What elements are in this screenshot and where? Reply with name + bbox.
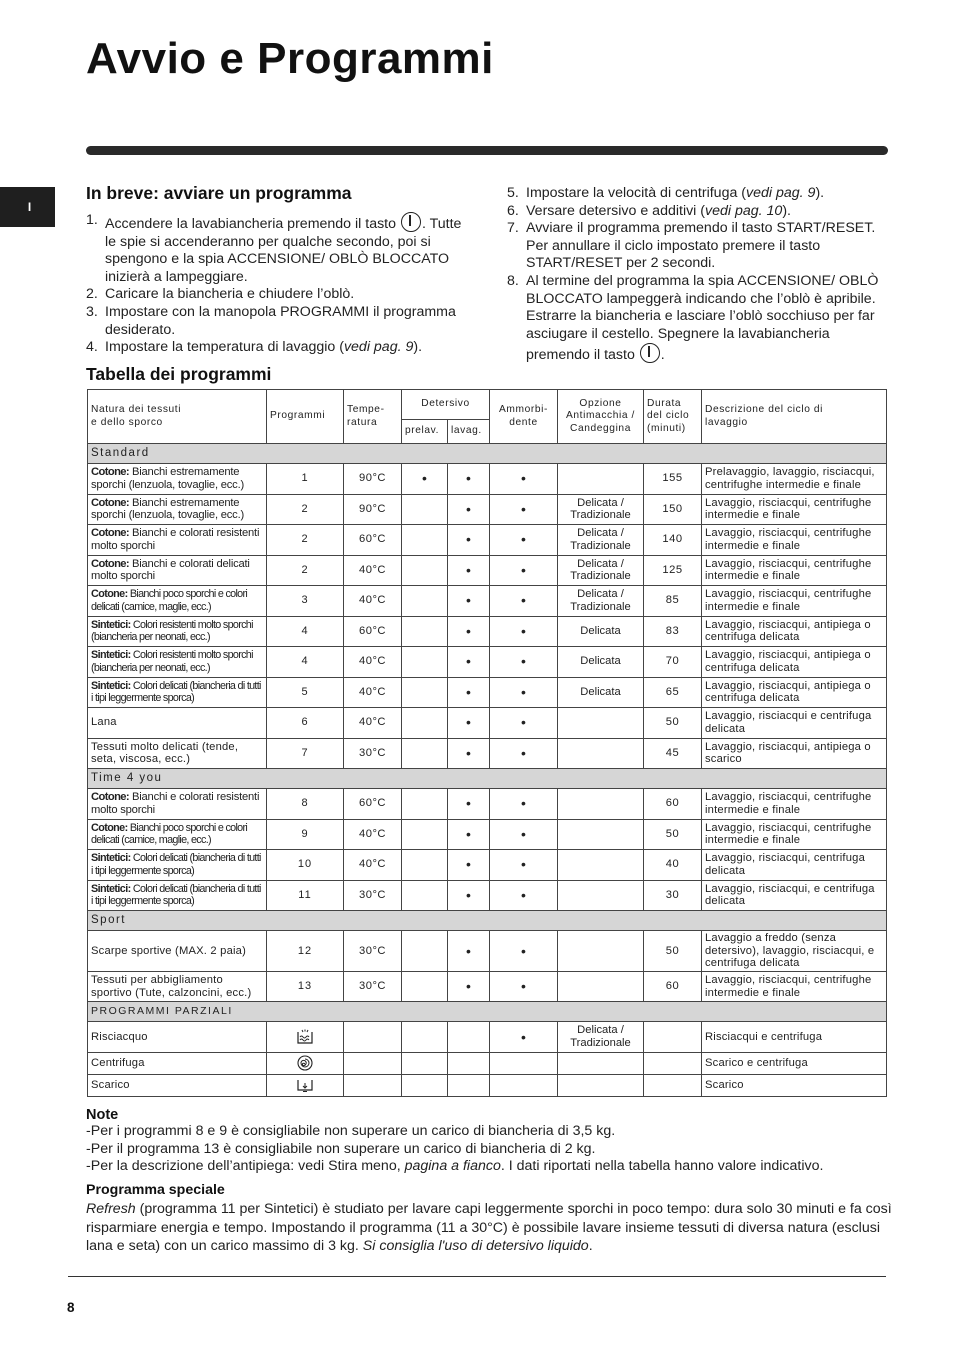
table-row: Sintetici: Colori delicati (biancheria di tutti i tipi leggermente sporca) 11 30°C • • 30 Lavaggio, risciacqui, e centrifuga delicata	[88, 880, 887, 911]
header-prelav: prelav.	[402, 420, 448, 444]
header-natura: Natura dei tessuti e dello sporco	[88, 390, 267, 444]
table-row: Cotone: Bianchi e colorati resistenti molto sporchi 8 60°C • • 60 Lavaggio, risciacqui, centrifughe intermedie e finale	[88, 789, 887, 820]
drain-icon	[296, 1077, 314, 1093]
note-line: -Per il programma 13 è consigliabile non superare un carico di biancheria di 2 kg.	[86, 1140, 596, 1157]
table-row: Sintetici: Colori resistenti molto sporchi (biancheria per neonati, ecc.) 4 60°C • • Delicata 83 Lavaggio, risciacqui, antipiega o centrifuga delicata	[88, 616, 887, 647]
step-item: 1. Accendere la lavabiancheria premendo il tasto . Tutte le spie si accenderanno per qualche secondo, poi si spengono e la spia ACCENSIONE/ OBLÒ BLOCCATO inizierà a lampeggiare.	[86, 212, 462, 285]
step-item: 5. Impostare la velocità di centrifuga (vedi pag. 9).	[507, 185, 825, 201]
table-row: Risciacquo • Delicata / Tradizionale Risciacqui e centrifuga	[88, 1022, 887, 1053]
table-row: Cotone: Bianchi estremamente sporchi (lenzuola, tovaglie, ecc.) 2 90°C • • Delicata / Tradizionale 150 Lavaggio, risciacqui, centrifughe intermedie e finale	[88, 494, 887, 525]
step-item: 6. Versare detersivo e additivi (vedi pag. 10).	[507, 202, 791, 219]
tabella-heading: Tabella dei programmi	[86, 364, 272, 384]
page-number: 8	[67, 1300, 75, 1315]
table-row: Cotone: Bianchi e colorati resistenti molto sporchi 2 60°C • • Delicata / Tradizionale 140 Lavaggio, risciacqui, centrifughe intermedie e finale	[88, 525, 887, 556]
spin-icon	[296, 1055, 314, 1071]
section-time4you: Time 4 you	[88, 769, 887, 789]
header-durata: Durata del ciclo (minuti)	[644, 390, 702, 444]
table-row: Tessuti per abbigliamento sportivo (Tute, calzoncini, ecc.) 13 30°C • • 60 Lavaggio, risciacqui, centrifughe intermedie e finale	[88, 971, 887, 1002]
step-item: 7. Avviare il programma premendo il tasto START/RESET. Per annullare il ciclo impostato premere il tasto START/RESET per 2 secondi.	[507, 220, 876, 272]
table-row: Sintetici: Colori delicati (biancheria di tutti i tipi leggermente sporca) 5 40°C • • Delicata 65 Lavaggio, risciacqui, antipiega o centrifuga delicata	[88, 677, 887, 708]
section-standard: Standard	[88, 444, 887, 464]
step-item: 4. Impostare la temperatura di lavaggio (vedi pag. 9).	[86, 339, 423, 356]
header-opzione: Opzione Antimacchia / Candeggina	[558, 390, 644, 444]
header-detersivo: Detersivo	[402, 390, 490, 420]
header-temperatura: Tempe- ratura	[344, 390, 402, 444]
steps-list-right	[507, 185, 887, 365]
header-lavag: lavag.	[448, 420, 490, 444]
table-row: Centrifuga Scarico e centrifuga	[88, 1052, 887, 1074]
table-row: Sintetici: Colori resistenti molto sporchi (biancheria per neonati, ecc.) 4 40°C • • Delicata 70 Lavaggio, risciacqui, antipiega o centrifuga delicata	[88, 647, 887, 678]
language-tab: I	[0, 187, 55, 227]
section-sport: Sport	[88, 911, 887, 931]
note-title: Note	[86, 1107, 119, 1123]
programs-table	[87, 389, 887, 1097]
section-parziali: PROGRAMMI PARZIALI	[88, 1002, 887, 1022]
rinse-icon	[296, 1029, 314, 1045]
steps-list-left	[86, 212, 466, 357]
page-title: Avvio e Programmi	[86, 34, 494, 83]
header-ammorbidente: Ammorbi- dente	[490, 390, 558, 444]
table-row: Scarico Scarico	[88, 1074, 887, 1096]
footer-rule	[68, 1276, 886, 1277]
table-row: Tessuti molto delicati (tende, seta, viscosa, ecc.) 7 30°C • • 45 Lavaggio, risciacqui, antipiega o scarico	[88, 738, 887, 769]
note-line: -Per i programmi 8 e 9 è consigliabile non superare un carico di biancheria di 3,5 kg.	[86, 1123, 616, 1139]
table-row: Scarpe sportive (MAX. 2 paia) 12 30°C • • 50 Lavaggio a freddo (senza detersivo), lavaggio, risciacqui, e centrifuga delicata	[88, 931, 887, 972]
breve-heading: In breve: avviare un programma	[86, 183, 352, 203]
table-row: Cotone: Bianchi e colorati delicati molto sporchi 2 40°C • • Delicata / Tradizionale 125 Lavaggio, risciacqui, centrifughe intermedie e finale	[88, 555, 887, 586]
table-row: Cotone: Bianchi poco sporchi e colori delicati (camice, maglie, ecc.) 3 40°C • • Delicata / Tradizionale 85 Lavaggio, risciacqui, centrifughe intermedie e finale	[88, 586, 887, 617]
table-row: Cotone: Bianchi poco sporchi e colori delicati (camice, maglie, ecc.) 9 40°C • • 50 Lavaggio, risciacqui, centrifughe intermedie e finale	[88, 819, 887, 850]
power-icon	[640, 343, 660, 363]
header-descrizione: Descrizione del ciclo di lavaggio	[702, 390, 887, 444]
table-row: Cotone: Bianchi estremamente sporchi (lenzuola, tovaglie, ecc.) 1 90°C • • • 155 Prelavaggio, lavaggio, risciacqui, centrifughe intermedie e finale	[88, 464, 887, 495]
step-item: 3. Impostare con la manopola PROGRAMMI il programma desiderato.	[86, 303, 456, 338]
special-program-title: Programma speciale	[86, 1182, 225, 1198]
power-icon	[401, 212, 421, 232]
title-rule	[86, 146, 888, 155]
table-row: Lana 6 40°C • • 50 Lavaggio, risciacqui e centrifuga delicata	[88, 708, 887, 739]
step-item: 2. Caricare la biancheria e chiudere l’oblò.	[86, 286, 355, 303]
notes-text	[86, 1123, 896, 1176]
table-row: Sintetici: Colori delicati (biancheria di tutti i tipi leggermente sporca) 10 40°C • • 40 Lavaggio, risciacqui, centrifuga delicata	[88, 850, 887, 881]
note-line: -Per la descrizione dell’antipiega: vedi Stira meno, pagina a fianco. I dati riportati nella tabella hanno valore indicativo.	[86, 1158, 824, 1175]
step-item: 8. Al termine del programma la spia ACCENSIONE/ OBLÒ BLOCCATO lampeggerà indicando che l’oblò è apribile. Estrarre la biancheria e lasciare l’oblò socchiuso per far asciugare il cestello. Spegnere la lavabiancheria premendo il tasto .	[507, 272, 879, 364]
special-program-text: Refresh (programma 11 per Sintetici) è studiato per lavare capi leggermente sporchi in poco tempo: dura solo 30 minuti e fa così risparmiare energia e tempo. Impostando il programma (11 a 30°C) è possibile lavare insieme tessuti di diversa natura (esclusi lana e seta) con un carico massimo di 3 kg. Si consiglia l'uso di detersivo liquido.	[86, 1201, 892, 1255]
header-programmi: Programmi	[267, 390, 344, 444]
